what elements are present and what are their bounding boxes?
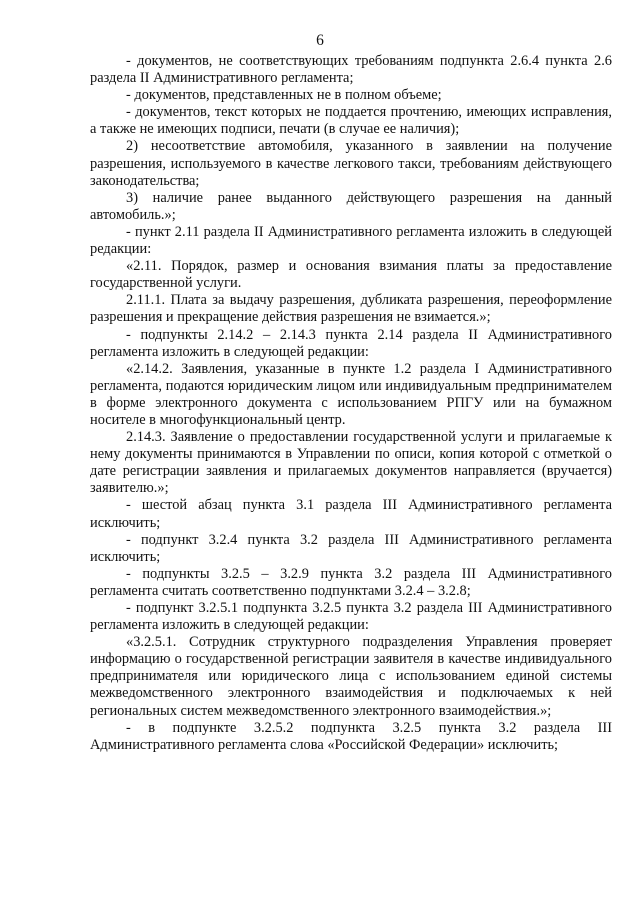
paragraph: - в подпункте 3.2.5.2 подпункта 3.2.5 пункта 3.2 раздела III Административного регламента слова «Российской Федерации» исключить; <box>90 719 612 753</box>
paragraph: 2) несоответствие автомобиля, указанного в заявлении на получение разрешения, используемого в качестве легкового такси, требованиям действующего законодательства; <box>90 138 612 189</box>
paragraph: - шестой абзац пункта 3.1 раздела III Административного регламента исключить; <box>90 497 612 531</box>
paragraph: - подпункты 3.2.5 – 3.2.9 пункта 3.2 раздела III Административного регламента считать соответственно подпунктами 3.2.4 – 3.2.8; <box>90 565 612 599</box>
paragraph: - документов, представленных не в полном объеме; <box>126 87 442 104</box>
paragraph: - подпункт 3.2.4 пункта 3.2 раздела III Административного регламента исключить; <box>90 531 612 565</box>
paragraph: - документов, текст которых не поддается прочтению, имеющих исправления, а также не имеющих подписи, печати (в случае ее наличия); <box>90 104 612 138</box>
paragraph: «2.11. Порядок, размер и основания взимания платы за предоставление государственной услуги. <box>90 258 612 292</box>
paragraph: - пункт 2.11 раздела II Административного регламента изложить в следующей редакции: <box>90 223 612 258</box>
document-body <box>90 53 612 754</box>
paragraph: 2.14.3. Заявление о предоставлении государственной услуги и прилагаемые к нему документы принимаются в Управлении по описи, копия которой с отметкой о дате регистрации заявления и прилагаемых документов направляется (вручается) заявителю.»; <box>90 429 612 497</box>
paragraph: - подпункты 2.14.2 – 2.14.3 пункта 2.14 раздела II Административного регламента изложить в следующей редакции: <box>90 326 612 360</box>
paragraph: 3) наличие ранее выданного действующего разрешения на данный автомобиль.»; <box>90 189 612 223</box>
paragraph: 2.11.1. Плата за выдачу разрешения, дубликата разрешения, переоформление разрешения и прекращение действия разрешения не взимается.»; <box>90 292 612 326</box>
paragraph: «3.2.5.1. Сотрудник структурного подразделения Управления проверяет информацию о государственной регистрации заявителя в качестве индивидуального предпринимателя или юридического лица с использованием единой системы межведомственного электронного взаимодействия и подключаемых к ней региональных систем межведомственного электронного взаимодействия.»; <box>90 634 612 719</box>
paragraph: «2.14.2. Заявления, указанные в пункте 1.2 раздела I Административного регламента, подаются юридическим лицом или индивидуальным предпринимателем в форме электронного документа с использованием РПГУ или на бумажном носителе в многофункциональный центр. <box>90 360 612 428</box>
paragraph: - документов, не соответствующих требованиям подпункта 2.6.4 пункта 2.6 раздела II Административного регламента; <box>90 53 612 87</box>
page-number: 6 <box>316 32 324 49</box>
paragraph: - подпункт 3.2.5.1 подпункта 3.2.5 пункта 3.2 раздела III Административного регламента изложить в следующей редакции: <box>90 600 612 634</box>
